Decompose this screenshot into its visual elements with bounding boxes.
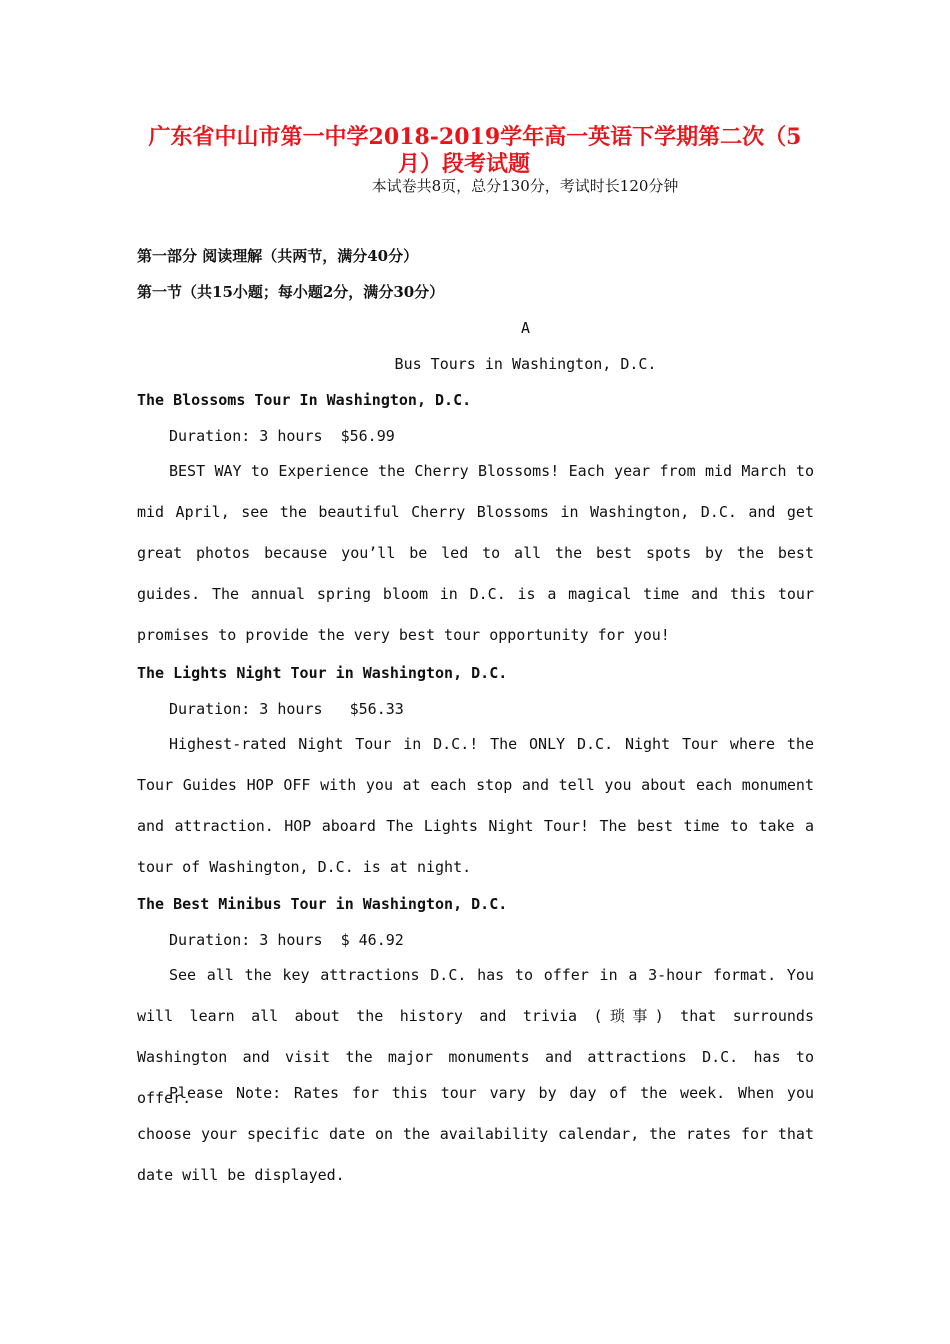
tour-duration-minibus: Duration: 3 hours $ 46.92	[169, 931, 404, 949]
tour-name-lights-night: The Lights Night Tour in Washington, D.C.	[137, 664, 508, 682]
tour-name-blossoms: The Blossoms Tour In Washington, D.C.	[137, 391, 472, 409]
passage-title: Bus Tours in Washington, D.C.	[394, 355, 657, 373]
section-heading: 第一节（共15小题；每小题2分，满分30分）	[137, 283, 445, 301]
exam-title-line-1: 广东省中山市第一中学2018-2019学年高一英语下学期第二次（5	[148, 124, 802, 150]
tour-note-minibus: Please Note: Rates for this tour vary by day of the week. When you choose your specific date on the availability calendar, the rates for that date will be displayed.	[137, 1084, 814, 1184]
tour-duration-blossoms: Duration: 3 hours $56.99	[169, 427, 395, 445]
tour-description-lights-night: Highest-rated Night Tour in D.C.! The ONLY D.C. Night Tour where the Tour Guides HOP OFF with you at each stop and tell you about each monument and attraction. HOP aboard The Lights Night Tour! The best time to take a tour of Washington, D.C. is at night.	[137, 735, 814, 876]
tour-description-blossoms: BEST WAY to Experience the Cherry Blossoms! Each year from mid March to mid April, see the beautiful Cherry Blossoms in Washington, D.C. and get great photos because you’ll be led to all the best spots by the best guides. The annual spring bloom in D.C. is a magical time and this tour promises to provide the very best tour opportunity for you!	[137, 462, 814, 644]
tour-description-minibus: See all the key attractions D.C. has to offer in a 3-hour format. You will learn all about the history and trivia (琐事) that surrounds Washington and visit the major monuments and attractions D.C. has to offer.	[137, 966, 814, 1107]
exam-subtitle: 本试卷共8页，总分130分，考试时长120分钟	[371, 177, 679, 195]
part-heading: 第一部分 阅读理解（共两节，满分40分）	[137, 247, 419, 265]
exam-title-line-2: 月）段考试题	[398, 151, 531, 177]
passage-letter: A	[520, 319, 531, 337]
tour-duration-lights-night: Duration: 3 hours $56.33	[169, 700, 404, 718]
tour-name-minibus: The Best Minibus Tour in Washington, D.C.	[137, 895, 508, 913]
